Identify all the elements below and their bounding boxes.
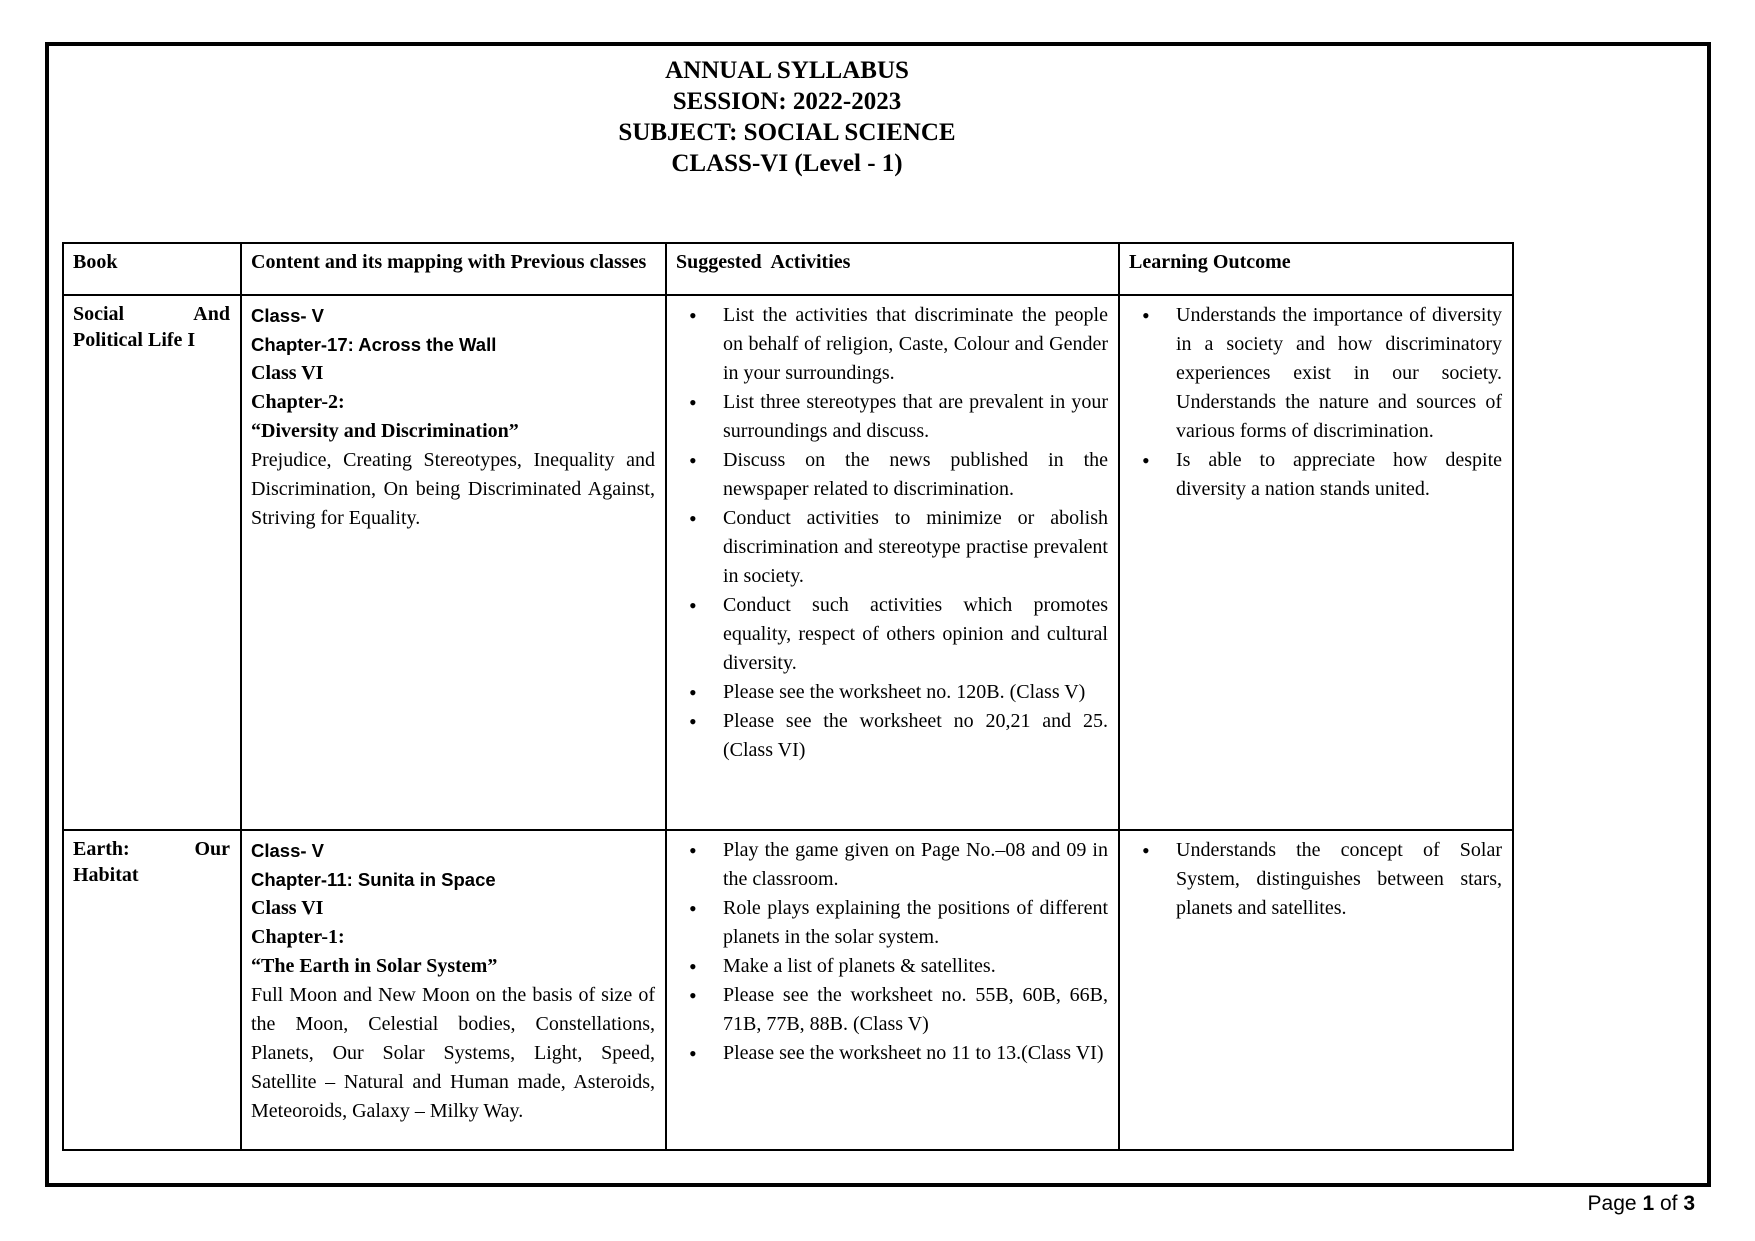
activity-item: • Discuss on the news published in the newspaper related to discrimination. [676, 446, 1108, 504]
activity-item: • Make a list of planets & satellites. [676, 952, 1108, 981]
activity-item: • Play the game given on Page No.–08 and 09 in the classroom. [676, 836, 1108, 894]
previous-class-label: Class- V [251, 840, 325, 861]
content-mapping-cell [241, 830, 666, 1150]
title-line-annual-syllabus: ANNUAL SYLLABUS [665, 57, 909, 84]
activity-item: • Please see the worksheet no. 120B. (Class V) [676, 678, 1108, 707]
activity-item: • Conduct activities to minimize or abolish discrimination and stereotype practise prevalent in society. [676, 504, 1108, 591]
column-header-activities: Suggested Activities [666, 243, 1119, 295]
table-header-row [63, 243, 1513, 295]
activity-item: • List three stereotypes that are prevalent in your surroundings and discuss. [676, 388, 1108, 446]
document-content [62, 55, 1512, 1151]
activity-item: • List the activities that discriminate the people on behalf of religion, Caste, Colour and Gender in your surroundings. [676, 301, 1108, 388]
title-line-subject: SUBJECT: SOCIAL SCIENCE [618, 119, 956, 146]
table-row [63, 830, 1513, 1150]
page-footer-label: Page [1587, 1192, 1643, 1215]
chapter-title: “Diversity and Discrimination” [251, 420, 519, 442]
activity-item: • Please see the worksheet no 20,21 and 25. (Class VI) [676, 707, 1108, 765]
column-header-book: Book [63, 243, 241, 295]
current-chapter-label: Chapter-2: [251, 391, 345, 413]
activity-item: • Please see the worksheet no. 55B, 60B, 66B, 71B, 77B, 88B. (Class V) [676, 981, 1108, 1039]
activity-item: • Please see the worksheet no 11 to 13.(Class VI) [676, 1039, 1108, 1068]
book-title: Social And Political Life I [63, 295, 241, 830]
total-pages: 3 [1683, 1192, 1695, 1215]
column-header-content: Content and its mapping with Previous classes [241, 243, 666, 295]
page-footer-separator: of [1654, 1192, 1684, 1215]
suggested-activities-cell [666, 295, 1119, 830]
activity-item: • Conduct such activities which promotes equality, respect of others opinion and cultural diversity. [676, 591, 1108, 678]
current-class-label: Class VI [251, 897, 324, 919]
book-title: Earth: Our Habitat [63, 830, 241, 1150]
previous-chapter-label: Chapter-17: Across the Wall [251, 334, 497, 355]
learning-outcome-cell [1119, 295, 1513, 830]
outcome-item: • Is able to appreciate how despite diversity a nation stands united. [1129, 446, 1502, 504]
outcomes-list [1129, 301, 1502, 504]
suggested-activities-cell [666, 830, 1119, 1150]
outcome-item: • Understands the concept of Solar System, distinguishes between stars, planets and satellites. [1129, 836, 1502, 923]
learning-outcome-cell [1119, 830, 1513, 1150]
column-header-outcome: Learning Outcome [1119, 243, 1513, 295]
chapter-topics: Prejudice, Creating Stereotypes, Inequality and Discrimination, On being Discriminated Against, Striving for Equality. [251, 449, 655, 529]
outcome-item: • Understands the importance of diversity in a society and how discriminatory experiences exist in our society. Understands the nature and sources of various forms of discrimination. [1129, 301, 1502, 446]
page-number: 1 [1642, 1192, 1655, 1215]
current-chapter-label: Chapter-1: [251, 926, 345, 948]
content-mapping-cell [241, 295, 666, 830]
outcomes-list [1129, 836, 1502, 923]
current-class-label: Class VI [251, 362, 324, 384]
syllabus-table [62, 242, 1514, 1151]
chapter-title: “The Earth in Solar System” [251, 955, 498, 977]
activities-list [676, 836, 1108, 1068]
page-footer [1588, 1192, 1695, 1216]
document-title [62, 55, 1512, 179]
chapter-topics: Full Moon and New Moon on the basis of size of the Moon, Celestial bodies, Constellations, Planets, Our Solar Systems, Light, Speed, Satellite – Natural and Human made, Asteroids, Meteoroids, Galaxy – Milky Way. [251, 984, 655, 1122]
title-line-class: CLASS-VI (Level - 1) [671, 150, 903, 177]
activity-item: • Role plays explaining the positions of different planets in the solar system. [676, 894, 1108, 952]
previous-class-label: Class- V [251, 305, 325, 326]
title-line-session: SESSION: 2022-2023 [672, 88, 902, 115]
table-row [63, 295, 1513, 830]
previous-chapter-label: Chapter-11: Sunita in Space [251, 869, 496, 890]
activities-list [676, 301, 1108, 765]
